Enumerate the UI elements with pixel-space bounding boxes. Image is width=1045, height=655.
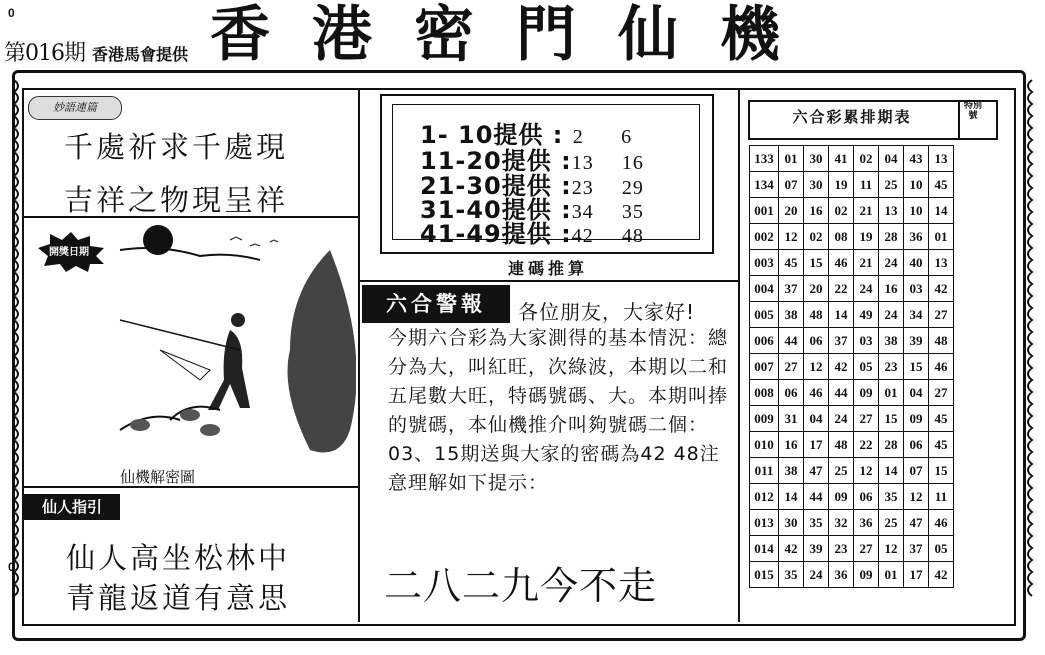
result-cell: 14 xyxy=(829,302,854,328)
table-row xyxy=(750,302,954,328)
result-cell: 09 xyxy=(854,380,879,406)
result-cell: 28 xyxy=(879,224,904,250)
result-cell: 46 xyxy=(929,510,954,536)
result-cell: 02 xyxy=(829,198,854,224)
result-cell: 02 xyxy=(804,224,829,250)
tail-row: 31-40提供 :34 35 xyxy=(420,196,644,224)
result-cell: 42 xyxy=(829,354,854,380)
panel-divider xyxy=(358,88,360,622)
result-cell: 48 xyxy=(929,328,954,354)
result-cell: 13 xyxy=(879,198,904,224)
result-cell: 13 xyxy=(929,250,954,276)
result-cell: 44 xyxy=(804,484,829,510)
result-cell: 27 xyxy=(929,302,954,328)
result-cell: 38 xyxy=(779,458,804,484)
result-cell: 14 xyxy=(779,484,804,510)
result-cell: 17 xyxy=(904,562,929,588)
result-cell: 42 xyxy=(929,562,954,588)
result-cell: 07 xyxy=(904,458,929,484)
result-cell: 09 xyxy=(904,406,929,432)
result-cell: 20 xyxy=(804,276,829,302)
result-cell: 25 xyxy=(879,510,904,536)
result-cell: 37 xyxy=(779,276,804,302)
draw-number-cell: 014 xyxy=(750,536,779,562)
result-cell: 32 xyxy=(829,510,854,536)
result-cell: 43 xyxy=(904,146,929,172)
results-table xyxy=(749,145,954,588)
result-cell: 36 xyxy=(904,224,929,250)
result-cell: 38 xyxy=(879,328,904,354)
verdict-text: 二八二九今不走 xyxy=(384,564,658,608)
result-cell: 48 xyxy=(804,302,829,328)
result-cell: 14 xyxy=(929,198,954,224)
table-row xyxy=(750,250,954,276)
result-cell: 02 xyxy=(854,146,879,172)
result-cell: 28 xyxy=(879,432,904,458)
result-cell: 03 xyxy=(854,328,879,354)
result-cell: 14 xyxy=(879,458,904,484)
table-row xyxy=(750,224,954,250)
result-cell: 12 xyxy=(904,484,929,510)
table-row xyxy=(750,172,954,198)
draw-number-cell: 009 xyxy=(750,406,779,432)
illustration-caption: 仙機解密圖 xyxy=(120,468,196,486)
table-row xyxy=(750,276,954,302)
tail-row: 11-20提供 :13 16 xyxy=(420,147,644,175)
draw-number-cell: 012 xyxy=(750,484,779,510)
poem-line: 千處祈求千處現 xyxy=(64,130,289,164)
result-cell: 45 xyxy=(929,172,954,198)
result-cell: 04 xyxy=(804,406,829,432)
result-cell: 05 xyxy=(854,354,879,380)
result-cell: 06 xyxy=(804,328,829,354)
issue-number: 第016期 xyxy=(4,41,85,66)
result-cell: 30 xyxy=(779,510,804,536)
table-row xyxy=(750,328,954,354)
result-cell: 20 xyxy=(779,198,804,224)
result-cell: 45 xyxy=(929,406,954,432)
draw-number-cell: 002 xyxy=(750,224,779,250)
result-cell: 31 xyxy=(779,406,804,432)
poem-line: 吉祥之物現呈祥 xyxy=(64,183,289,217)
result-cell: 16 xyxy=(804,198,829,224)
table-row xyxy=(750,380,954,406)
table-row xyxy=(750,146,954,172)
draw-number-cell: 134 xyxy=(750,172,779,198)
result-cell: 25 xyxy=(879,172,904,198)
guide-tag: 仙人指引 xyxy=(24,494,120,520)
result-cell: 49 xyxy=(854,302,879,328)
draw-number-cell: 007 xyxy=(750,354,779,380)
alert-tag: 六合警報 xyxy=(362,285,510,323)
result-cell: 42 xyxy=(779,536,804,562)
tail-row: 41-49提供 :42 48 xyxy=(420,220,644,248)
lianma-label: 連碼推算 xyxy=(508,259,589,278)
result-cell: 46 xyxy=(804,380,829,406)
result-cell: 24 xyxy=(804,562,829,588)
table-row xyxy=(750,458,954,484)
draw-number-cell: 010 xyxy=(750,432,779,458)
result-cell: 30 xyxy=(804,172,829,198)
draw-number-cell: 015 xyxy=(750,562,779,588)
table-row xyxy=(750,198,954,224)
result-cell: 44 xyxy=(829,380,854,406)
result-cell: 09 xyxy=(854,562,879,588)
table-row xyxy=(750,536,954,562)
result-cell: 01 xyxy=(879,562,904,588)
draw-number-cell: 011 xyxy=(750,458,779,484)
result-cell: 04 xyxy=(879,146,904,172)
result-cell: 09 xyxy=(829,484,854,510)
special-number-label: 特別號 xyxy=(963,101,982,121)
result-cell: 22 xyxy=(854,432,879,458)
provider-label: 香港馬會提供 xyxy=(92,45,189,64)
side-mark: 0 xyxy=(8,560,15,574)
ribbon-label: 妙語連篇 xyxy=(28,96,122,120)
result-cell: 04 xyxy=(904,380,929,406)
draw-number-cell: 013 xyxy=(750,510,779,536)
hint-line: 青龍返道有意思 xyxy=(66,581,291,615)
result-cell: 44 xyxy=(779,328,804,354)
result-cell: 39 xyxy=(904,328,929,354)
result-cell: 24 xyxy=(879,302,904,328)
result-cell: 01 xyxy=(779,146,804,172)
table-row xyxy=(750,484,954,510)
result-cell: 05 xyxy=(929,536,954,562)
result-cell: 01 xyxy=(929,224,954,250)
result-cell: 47 xyxy=(804,458,829,484)
sage-illustration xyxy=(100,220,356,470)
result-cell: 15 xyxy=(904,354,929,380)
result-cell: 27 xyxy=(929,380,954,406)
result-cell: 07 xyxy=(779,172,804,198)
result-cell: 10 xyxy=(904,198,929,224)
result-cell: 06 xyxy=(904,432,929,458)
sticker-label: 開獎日期 xyxy=(49,247,89,258)
result-cell: 23 xyxy=(829,536,854,562)
result-cell: 46 xyxy=(829,250,854,276)
result-cell: 40 xyxy=(904,250,929,276)
result-cell: 10 xyxy=(904,172,929,198)
result-cell: 23 xyxy=(879,354,904,380)
result-cell: 27 xyxy=(854,536,879,562)
result-cell: 46 xyxy=(929,354,954,380)
result-cell: 06 xyxy=(854,484,879,510)
result-cell: 30 xyxy=(804,146,829,172)
result-cell: 24 xyxy=(854,276,879,302)
result-cell: 12 xyxy=(804,354,829,380)
result-cell: 47 xyxy=(904,510,929,536)
hint-line: 仙人高坐松林中 xyxy=(66,541,291,575)
result-cell: 45 xyxy=(779,250,804,276)
result-cell: 12 xyxy=(779,224,804,250)
result-cell: 27 xyxy=(854,406,879,432)
result-cell: 16 xyxy=(879,276,904,302)
table-row xyxy=(750,562,954,588)
result-cell: 24 xyxy=(829,406,854,432)
result-cell: 13 xyxy=(929,146,954,172)
header-divider xyxy=(958,100,960,138)
result-cell: 25 xyxy=(829,458,854,484)
draw-number-cell: 005 xyxy=(750,302,779,328)
result-cell: 17 xyxy=(804,432,829,458)
table-row xyxy=(750,406,954,432)
page-title: 香港密門仙機 xyxy=(210,0,822,70)
result-cell: 45 xyxy=(929,432,954,458)
result-cell: 15 xyxy=(804,250,829,276)
tail-row: 21-30提供 :23 29 xyxy=(420,172,644,200)
draw-number-cell: 003 xyxy=(750,250,779,276)
tail-row: 1- 10提供 : 2 6 xyxy=(420,121,633,149)
result-cell: 35 xyxy=(879,484,904,510)
result-cell: 42 xyxy=(929,276,954,302)
result-cell: 15 xyxy=(879,406,904,432)
result-cell: 21 xyxy=(854,198,879,224)
result-cell: 06 xyxy=(779,380,804,406)
result-cell: 19 xyxy=(829,172,854,198)
forecast-body: 今期六合彩為大家測得的基本情況：總分為大，叫紅旺，次綠波，本期以二和五尾數大旺，特碼號碼、大。本期叫捧的號碼，本仙機推介叫夠號碼二個：03、15期送與大家的密碼為42 48注意理解如下提示： xyxy=(388,327,729,494)
result-cell: 11 xyxy=(929,484,954,510)
result-cell: 41 xyxy=(829,146,854,172)
table-row xyxy=(750,510,954,536)
table-row xyxy=(750,354,954,380)
result-cell: 35 xyxy=(804,510,829,536)
result-cell: 35 xyxy=(779,562,804,588)
result-cell: 11 xyxy=(854,172,879,198)
result-cell: 36 xyxy=(854,510,879,536)
result-cell: 34 xyxy=(904,302,929,328)
result-cell: 24 xyxy=(879,250,904,276)
draw-number-cell: 006 xyxy=(750,328,779,354)
result-cell: 39 xyxy=(804,536,829,562)
result-cell: 15 xyxy=(929,458,954,484)
panel-divider xyxy=(738,88,740,622)
result-cell: 16 xyxy=(779,432,804,458)
section-divider xyxy=(358,280,738,282)
result-cell: 37 xyxy=(829,328,854,354)
result-cell: 01 xyxy=(879,380,904,406)
result-cell: 22 xyxy=(829,276,854,302)
table-title: 六合彩累排期表 xyxy=(792,108,912,126)
result-cell: 21 xyxy=(854,250,879,276)
result-cell: 12 xyxy=(879,536,904,562)
greeting-text: 各位朋友，大家好! xyxy=(518,300,696,324)
draw-number-cell: 133 xyxy=(750,146,779,172)
draw-number-cell: 008 xyxy=(750,380,779,406)
result-cell: 37 xyxy=(904,536,929,562)
table-row xyxy=(750,432,954,458)
result-cell: 08 xyxy=(829,224,854,250)
draw-number-cell: 001 xyxy=(750,198,779,224)
corner-mark: 0 xyxy=(8,6,15,20)
draw-number-cell: 004 xyxy=(750,276,779,302)
result-cell: 03 xyxy=(904,276,929,302)
result-cell: 48 xyxy=(829,432,854,458)
result-cell: 19 xyxy=(854,224,879,250)
result-cell: 27 xyxy=(779,354,804,380)
result-cell: 36 xyxy=(829,562,854,588)
result-cell: 12 xyxy=(854,458,879,484)
result-cell: 38 xyxy=(779,302,804,328)
